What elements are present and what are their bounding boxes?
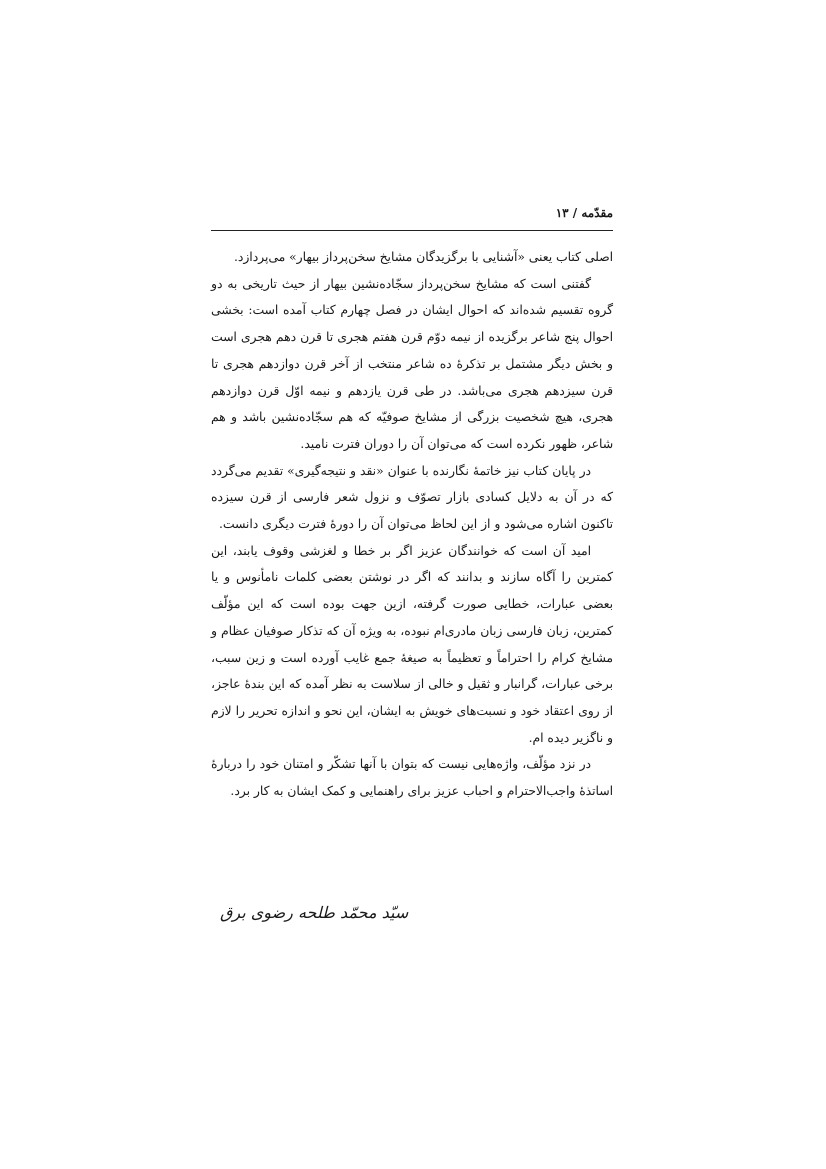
header-rule <box>211 230 613 231</box>
author-signature <box>220 903 520 922</box>
paragraph-1: اصلی کتاب یعنی «آشنایی با برگزیدگان مشایخ سخن‌پرداز بیهار» می‌پردازد. <box>233 250 613 264</box>
running-head: مقدّمه / ۱۳ <box>555 206 613 220</box>
paragraph-3: در پایان کتاب نیز خاتمهٔ نگارنده با عنوان «نقد و نتیجه‌گیری» تقدیم می‌گردد که در آن به دلایل کسادی بازار تصوّف و نزول شعر فارسی از قرن سیزده تاکنون اشاره می‌شود و از این لحاظ می‌توان آن را دورهٔ فترت دیگری دانست. <box>211 463 613 532</box>
paragraph-5: در نزد مؤلّف، واژه‌هایی نیست که بتوان با آنها تشکّر و امتنان خود را دربارهٔ اساتذهٔ واجب‌الاحترام و احباب عزیز برای راهنمایی و کمک ایشان به کار برد. <box>211 757 613 799</box>
paragraph-4: امید آن است که خوانندگان عزیز اگر بر خطا و لغزشی وقوف یابند، این کمترین را آگاه سازند و بدانند که اگر در نوشتن بعضی کلمات نامأنوس و یا بعضی عبارات، خطایی صورت گرفته، ازین جهت بوده است که این مؤلّف کمترین، زبان فارسی زبان مادری‌ام نبوده، به ویژه آن که تذکار صوفیان عظام و مشایخ کرام را احتراماً و تعظیماً به صیغهٔ جمع غایب آورده است و زین سبب، برخی عبارات، گرانبار و ثقیل و خالی از سلاست به نظر آمده که این بندهٔ عاجز، از روی اعتقاد خود و نسبت‌های خویش به ایشان، این نحو و اندازه تحریر را لازم و ناگزیر دیده ام. <box>211 543 613 745</box>
author-name: سیّد محمّد طلحه رضوی برق <box>220 903 409 922</box>
paragraph-2: گفتنی است که مشایخ سخن‌پرداز سجّاده‌نشین بیهار از حیث تاریخی به دو گروه تقسیم شده‌اند که احوال ایشان در فصل چهارم کتاب آمده است: بخشی احوال پنج شاعر برگزیده از نیمه دوّم قرن هفتم هجری تا قرن دهم هجری است و بخش دیگر مشتمل بر تذکرهٔ ده شاعر منتخب از آخر قرن دوازدهم هجری تا قرن سیزدهم هجری می‌باشد. در طی قرن یازدهم و نیمه اوّل قرن دوازدهم هجری، هیچ شخصیت بزرگی از مشایخ صوفیّه که هم سجّاده‌نشین باشد و هم شاعر، ظهور نکرده است که می‌توان آن را دوران فترت نامید. <box>211 276 613 451</box>
body-text <box>211 244 613 805</box>
